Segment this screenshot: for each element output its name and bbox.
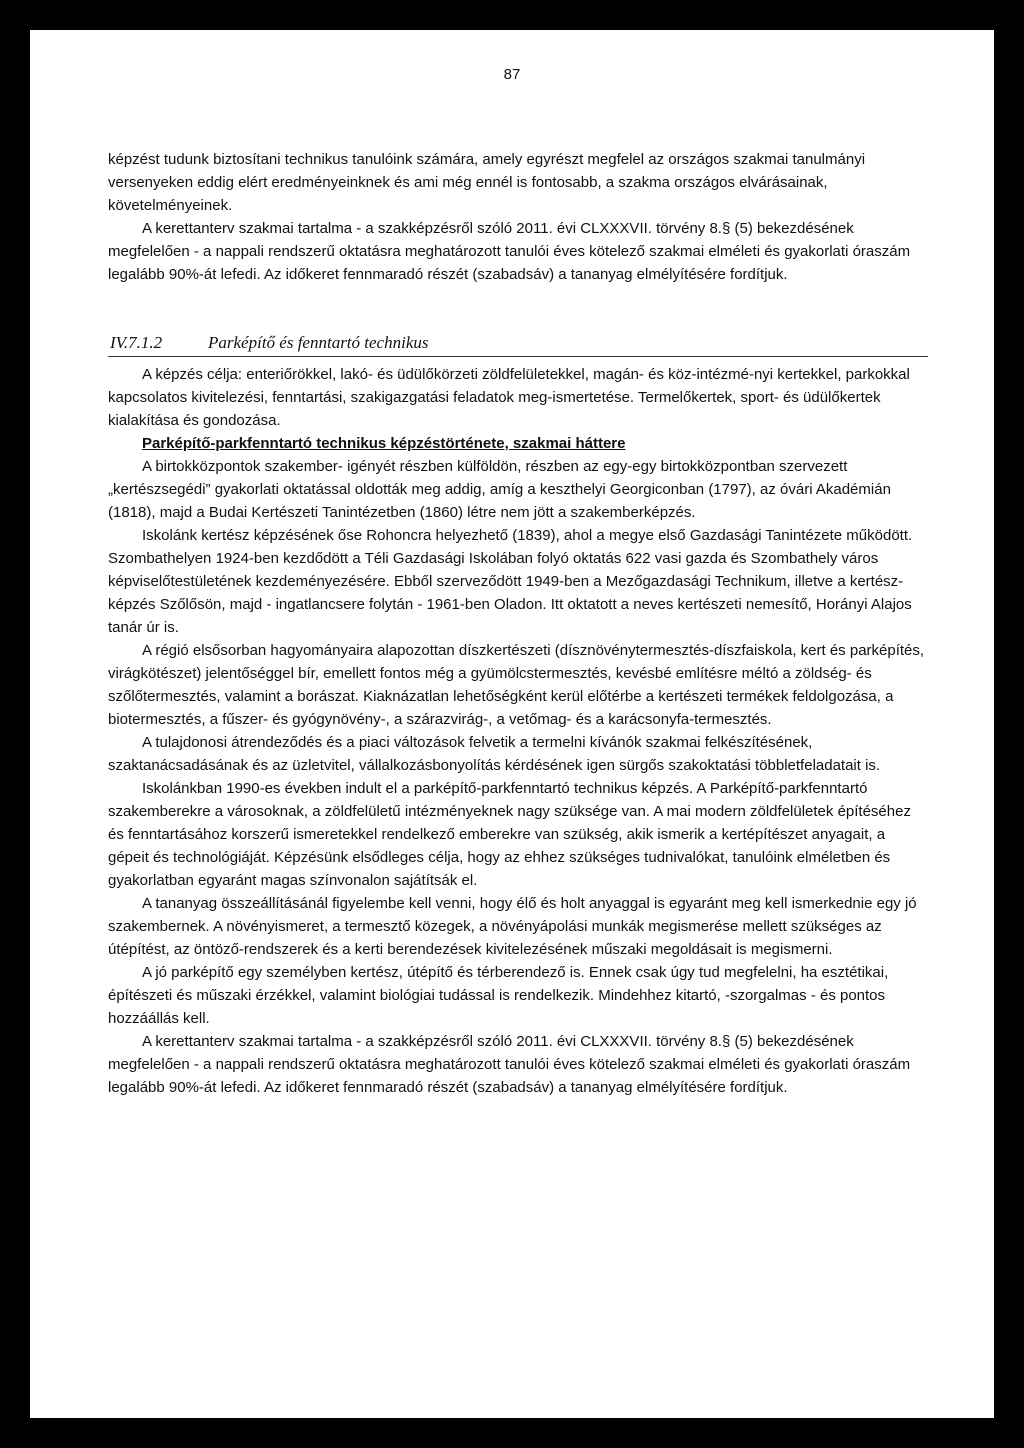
section-body [108, 363, 928, 1099]
body-paragraph: Iskolánkban 1990-es években indult el a parképítő-parkfenntartó technikus képzés. A Parképítő-parkfenntartó szakemberekre a városoknak, a zöldfelületű intézményeknek nagy szüksége van. A mai modern zöldfelületek építéséhez és fenntartásához korszerű ismeretekkel rendelkező emberekre van szükség, akik ismerik a kertépítészet anyagait, a gépeit és technológiáját. Képzésünk elsődleges célja, hogy az ehhez szükséges tudnivalókat, tanulóink elméletben és gyakorlatban egyaránt magas színvonalon sajátítsák el. [108, 780, 911, 889]
subheading [108, 432, 928, 455]
section-number: IV.7.1.2 [110, 333, 163, 352]
intro-paragraph: A kerettanterv szakmai tartalma - a szakképzésről szóló 2011. évi CLXXXVII. törvény 8.§ (5) bekezdésének megfelelően - a nappali rendszerű oktatásra meghatározott tanulói éves kötelező szakmai elméleti és gyakorlati óraszám legalább 90%-át lefedi. Az időkeret fennmaradó részét (szabadsáv) a tananyag elmélyítésére fordítjuk. [108, 220, 911, 283]
page-number: 87 [503, 66, 521, 83]
document-page [30, 30, 994, 1418]
body-paragraph: A tulajdonosi átrendeződés és a piaci változások felvetik a termelni kívánók szakmai felkészítésének, szaktanácsadásának és az üzletvitel, vállalkozásbonyolítás kérdésének igen sürgős szakoktatási többletfeladatait is. [108, 734, 881, 774]
section-heading [108, 330, 928, 357]
section-title: Parképítő és fenntartó technikus [208, 333, 429, 352]
intro-text [108, 148, 928, 286]
body-paragraph: A tananyag összeállításánál figyelembe kell venni, hogy élő és holt anyaggal is egyaránt meg kell ismerkednie egy jó szakembernek. A növényismeret, a termesztő közegek, a növényápolási munkák megismerése mellett szükséges az útépítést, az öntöző-rendszerek és a kerti berendezések kivitelezésének műszaki megoldásait is megismerni. [108, 895, 917, 958]
body-paragraph: Iskolánk kertész képzésének őse Rohoncra helyezhető (1839), ahol a megye első Gazdasági Tanintézete működött. Szombathelyen 1924-ben kezdődött a Téli Gazdasági Iskolában folyó oktatás 622 vasi gazda és Szombathely város képviselőtestületének kezdeményezésére. Ebből szerveződött 1949-ben a Mezőgazdasági Technikum, illetve a kertész-képzés Szőlősön, majd - ingatlancsere folytán - 1961-ben Oladon. Itt oktatott a neves kertészeti nemesítő, Horányi Alajos tanár úr is. [108, 527, 913, 636]
subheading-text: Parképítő-parkfenntartó technikus képzéstörténete, szakmai háttere [142, 435, 626, 452]
body-paragraph: A jó parképítő egy személyben kertész, útépítő és térberendező is. Ennek csak úgy tud megfelelni, ha esztétikai, építészeti és műszaki érzékkel, valamint biológiai tudással is rendelkezik. Mindehhez kitartó, -szorgalmas - és pontos hozzáállás kell. [108, 964, 889, 1027]
intro-paragraph: képzést tudunk biztosítani technikus tanulóink számára, amely egyrészt megfelel az országos szakmai tanulmányi versenyeken eddig elért eredményeinknek és ami még ennél is fontosabb, a szakma országos elvárásainak, követelményeinek. [108, 151, 866, 214]
goal-paragraph: A képzés célja: enteriőrökkel, lakó- és üdülőkörzeti zöldfelületekkel, magán- és köz-intézmé-nyi kertekkel, parkokkal kapcsolatos kivitelezési, fenntartási, szakigazgatási feladatok meg-ismertetése. Termelőkertek, sport- és üdülőkertek kialakítása és gondozása. [108, 366, 910, 429]
body-paragraph: A birtokközpontok szakember- igényét részben külföldön, részben az egy-egy birtokközpontban szervezett „kertészsegédi” gyakorlati oktatással oldották meg addig, amíg a keszthelyi Georgiconban (1797), az óvári Akadémián (1818), majd a Budai Kertészeti Tanintézetben (1860) létre nem jött a szakemberképzés. [108, 458, 891, 521]
body-paragraph: A kerettanterv szakmai tartalma - a szakképzésről szóló 2011. évi CLXXXVII. törvény 8.§ (5) bekezdésének megfelelően - a nappali rendszerű oktatásra meghatározott tanulói éves kötelező szakmai elméleti és gyakorlati óraszám legalább 90%-át lefedi. Az időkeret fennmaradó részét (szabadsáv) a tananyag elmélyítésére fordítjuk. [108, 1033, 911, 1096]
body-paragraph: A régió elsősorban hagyományaira alapozottan díszkertészeti (dísznövénytermesztés-díszfaiskola, kert és parképítés, virágkötészet) jelentőséggel bír, emellett fontos még a gyümölcstermesztés, kevésbé említésre méltó a zöldség- és szőlőtermesztés, valamint a borászat. Kiaknázatlan lehetőségként kerül előtérbe a kertészeti termékek feldolgozása, a biotermesztés, a fűszer- és gyógynövény-, a szárazvirág-, a vetőmag- és a karácsonyfa-termesztés. [108, 642, 925, 728]
